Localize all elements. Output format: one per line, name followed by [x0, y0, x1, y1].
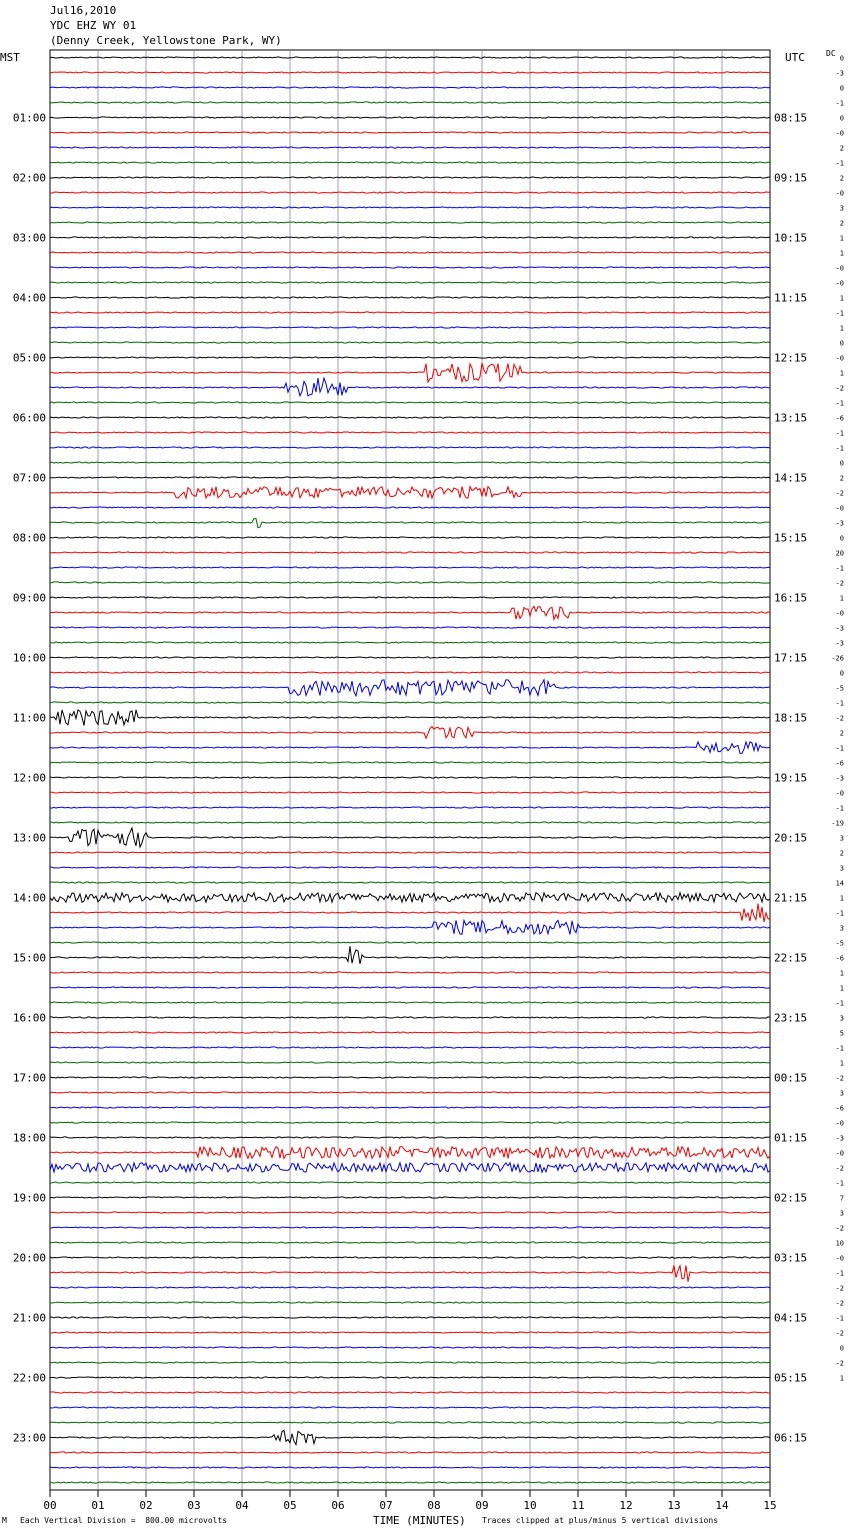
dc-offset-label: 1: [839, 984, 844, 993]
x-tick-label: 02: [139, 1499, 153, 1512]
trace-row: [50, 727, 770, 739]
trace-row: [50, 162, 770, 163]
dc-offset-label: -6: [835, 759, 844, 768]
chart-date: Jul16,2010: [50, 4, 117, 17]
trace-row: [50, 342, 770, 343]
dc-offset-label: 0: [839, 669, 844, 678]
x-tick-label: 09: [475, 1499, 489, 1512]
trace-row: [50, 680, 770, 696]
trace-row: [50, 177, 770, 178]
clip-note: Traces clipped at plus/minus 5 vertical divisions: [482, 1516, 719, 1525]
dc-offset-label: -1: [835, 744, 844, 753]
trace-row: [50, 1032, 770, 1033]
dc-offset-label: -0: [835, 789, 844, 798]
scale-note: Each Vertical Division = 800.00 microvolts: [20, 1516, 228, 1525]
dc-offset-label: -2: [835, 1299, 844, 1308]
dc-offset-label: -19: [831, 819, 844, 828]
left-hour-label: 04:00: [12, 291, 46, 305]
trace-row: [50, 828, 770, 847]
x-tick-label: 00: [43, 1499, 57, 1512]
dc-offset-label: -5: [835, 684, 844, 693]
dc-offset-label: -1: [835, 309, 844, 318]
right-hour-label: 06:15: [774, 1431, 808, 1445]
trace-row: [50, 72, 770, 73]
trace-row: [50, 1362, 770, 1363]
dc-offset-label: -6: [835, 414, 844, 423]
trace-row: [50, 537, 770, 538]
left-hour-label: 16:00: [12, 1011, 46, 1025]
trace-row: [50, 627, 770, 628]
trace-row: [50, 432, 770, 433]
trace-row: [50, 417, 770, 418]
dc-offset-label: -2: [835, 1224, 844, 1233]
trace-row: [50, 487, 770, 499]
dc-offset-label: 10: [835, 1239, 844, 1248]
trace-row: [50, 1482, 770, 1483]
trace-row: [50, 710, 770, 726]
trace-row: [50, 762, 770, 763]
right-hour-label: 18:15: [774, 711, 808, 725]
trace-row: [50, 117, 770, 118]
trace-row: [50, 1452, 770, 1453]
right-hour-label: 21:15: [774, 891, 808, 905]
dc-offset-label: 1: [839, 369, 844, 378]
dc-offset-label: -0: [835, 279, 844, 288]
dc-offset-label: 3: [839, 924, 844, 933]
dc-offset-label: -2: [835, 579, 844, 588]
dc-offset-label: 1: [839, 324, 844, 333]
trace-row: [50, 267, 770, 268]
dc-offset-label: 14: [835, 879, 844, 888]
trace-row: [50, 597, 770, 598]
trace-row: [50, 672, 770, 673]
dc-offset-label: 5: [839, 1029, 844, 1038]
trace-row: [50, 1077, 770, 1078]
x-tick-label: 14: [715, 1499, 729, 1512]
dc-offset-label: -1: [835, 159, 844, 168]
dc-offset-label: 2: [839, 729, 844, 738]
dc-offset-label: 1: [839, 294, 844, 303]
trace-row: [50, 582, 770, 583]
trace-row: [50, 657, 770, 658]
dc-offset-label: -1: [835, 804, 844, 813]
dc-offset-label: 3: [839, 204, 844, 213]
dc-offset-label: -0: [835, 129, 844, 138]
dc-offset-label: 1: [839, 894, 844, 903]
trace-row: [50, 1182, 770, 1183]
dc-offset-label: -0: [835, 609, 844, 618]
trace-row: [50, 1002, 770, 1003]
dc-offset-label: 0: [839, 1344, 844, 1353]
dc-offset-label: 0: [839, 459, 844, 468]
trace-row: [50, 946, 770, 964]
dc-offset-label: -1: [835, 999, 844, 1008]
trace-row: [50, 252, 770, 253]
trace-row: [50, 1092, 770, 1093]
left-hour-label: 07:00: [12, 471, 46, 485]
x-tick-label: 05: [283, 1499, 297, 1512]
dc-offset-label: -3: [835, 624, 844, 633]
trace-row: [50, 477, 770, 478]
left-hour-label: 23:00: [12, 1431, 46, 1445]
x-tick-label: 11: [571, 1499, 585, 1512]
trace-row: [50, 87, 770, 88]
dc-offset-label: 2: [839, 474, 844, 483]
dc-offset-label: 2: [839, 849, 844, 858]
trace-row: [50, 1302, 770, 1303]
right-hour-label: 09:15: [774, 171, 808, 185]
dc-offset-label: 1: [839, 234, 844, 243]
dc-offset-label: 3: [839, 834, 844, 843]
trace-row: [50, 1287, 770, 1288]
dc-offset-label: -2: [835, 1284, 844, 1293]
dc-offset-label: 3: [839, 1089, 844, 1098]
left-hour-label: 17:00: [12, 1071, 46, 1085]
trace-row: [50, 282, 770, 283]
trace-row: [50, 702, 770, 703]
dc-offset-label: -0: [835, 1254, 844, 1263]
trace-row: [50, 57, 770, 58]
x-axis-label: TIME (MINUTES): [373, 1514, 466, 1527]
trace-row: [50, 1347, 770, 1348]
left-hour-label: 12:00: [12, 771, 46, 785]
right-hour-label: 17:15: [774, 651, 808, 665]
left-hour-label: 10:00: [12, 651, 46, 665]
trace-row: [50, 378, 770, 396]
right-hour-label: 08:15: [774, 111, 808, 125]
trace-row: [50, 327, 770, 328]
dc-offset-label: 0: [839, 54, 844, 63]
trace-row: [50, 742, 770, 754]
trace-row: [50, 1197, 770, 1198]
left-hour-label: 05:00: [12, 351, 46, 365]
dc-offset-label: -0: [835, 189, 844, 198]
dc-offset-label: 1: [839, 1059, 844, 1068]
station-location: (Denny Creek, Yellowstone Park, WY): [50, 34, 282, 47]
trace-row: [50, 1212, 770, 1213]
right-hour-label: 00:15: [774, 1071, 808, 1085]
trace-row: [50, 777, 770, 778]
trace-row: [50, 1317, 770, 1318]
dc-offset-label: 7: [839, 1194, 844, 1203]
right-hour-label: 13:15: [774, 411, 808, 425]
left-hour-label: 02:00: [12, 171, 46, 185]
right-hour-label: 19:15: [774, 771, 808, 785]
trace-row: [50, 1107, 770, 1108]
left-hour-label: 18:00: [12, 1131, 46, 1145]
dc-offset-label: -3: [835, 774, 844, 783]
dc-offset-label: 1: [839, 594, 844, 603]
dc-offset-label: -3: [835, 1134, 844, 1143]
dc-offset-label: 1: [839, 1374, 844, 1383]
trace-row: [50, 1407, 770, 1408]
trace-row: [50, 402, 770, 403]
dc-offset-label: -1: [835, 909, 844, 918]
dc-offset-label: -26: [831, 654, 844, 663]
right-hour-label: 03:15: [774, 1251, 808, 1265]
dc-offset-label: -1: [835, 564, 844, 573]
trace-row: [50, 1332, 770, 1333]
dc-offset-label: -1: [835, 99, 844, 108]
trace-row: [50, 447, 770, 448]
dc-offset-label: 3: [839, 864, 844, 873]
trace-row: [50, 987, 770, 988]
right-hour-label: 15:15: [774, 531, 808, 545]
trace-row: [50, 237, 770, 238]
trace-row: [50, 867, 770, 868]
dc-column-title: DC: [826, 49, 836, 58]
trace-row: [50, 567, 770, 568]
x-tick-label: 08: [427, 1499, 441, 1512]
dc-offset-label: 1: [839, 969, 844, 978]
x-tick-label: 03: [187, 1499, 201, 1512]
plot-frame: [50, 50, 770, 1490]
trace-row: [50, 552, 770, 553]
trace-row: [50, 147, 770, 148]
dc-offset-label: 2: [839, 219, 844, 228]
trace-row: [50, 1122, 770, 1123]
right-hour-label: 20:15: [774, 831, 808, 845]
trace-row: [50, 920, 770, 934]
dc-offset-label: -0: [835, 1149, 844, 1158]
trace-row: [50, 807, 770, 808]
x-tick-label: 06: [331, 1499, 345, 1512]
dc-offset-label: -3: [835, 639, 844, 648]
dc-offset-label: -1: [835, 429, 844, 438]
trace-row: [50, 1242, 770, 1243]
trace-row: [50, 904, 770, 922]
dc-offset-label: -1: [835, 399, 844, 408]
dc-offset-label: 3: [839, 1209, 844, 1218]
right-hour-label: 16:15: [774, 591, 808, 605]
left-hour-label: 06:00: [12, 411, 46, 425]
x-tick-label: 12: [619, 1499, 633, 1512]
dc-offset-label: -2: [835, 1074, 844, 1083]
dc-offset-label: -2: [835, 1329, 844, 1338]
trace-row: [50, 972, 770, 973]
trace-row: [50, 822, 770, 823]
x-tick-label: 10: [523, 1499, 537, 1512]
right-hour-label: 05:15: [774, 1371, 808, 1385]
trace-row: [50, 893, 770, 903]
trace-row: [50, 519, 770, 528]
right-hour-label: 12:15: [774, 351, 808, 365]
dc-offset-label: -3: [835, 519, 844, 528]
dc-offset-label: 0: [839, 84, 844, 93]
dc-offset-label: -1: [835, 1269, 844, 1278]
dc-offset-label: -2: [835, 489, 844, 498]
dc-offset-label: -1: [835, 444, 844, 453]
right-hour-label: 10:15: [774, 231, 808, 245]
trace-row: [50, 1147, 770, 1159]
dc-offset-label: 2: [839, 174, 844, 183]
dc-offset-label: -0: [835, 1119, 844, 1128]
trace-row: [50, 363, 770, 382]
dc-offset-label: -3: [835, 69, 844, 78]
x-tick-label: 04: [235, 1499, 249, 1512]
dc-offset-label: 1: [839, 249, 844, 258]
left-hour-label: 15:00: [12, 951, 46, 965]
dc-offset-label: -1: [835, 1314, 844, 1323]
trace-row: [50, 642, 770, 643]
x-tick-label: 15: [763, 1499, 777, 1512]
x-tick-label: 13: [667, 1499, 681, 1512]
dc-offset-label: -2: [835, 384, 844, 393]
left-hour-label: 08:00: [12, 531, 46, 545]
trace-row: [50, 222, 770, 223]
x-tick-label: 07: [379, 1499, 393, 1512]
dc-offset-label: -1: [835, 699, 844, 708]
trace-row: [50, 1017, 770, 1018]
dc-offset-label: 2: [839, 144, 844, 153]
dc-offset-label: -6: [835, 1104, 844, 1113]
trace-row: [50, 1047, 770, 1048]
trace-row: [50, 942, 770, 943]
trace-row: [50, 297, 770, 298]
left-hour-label: 11:00: [12, 711, 46, 725]
left-hour-label: 21:00: [12, 1311, 46, 1325]
left-hour-label: 19:00: [12, 1191, 46, 1205]
trace-row: [50, 312, 770, 313]
right-hour-label: 01:15: [774, 1131, 808, 1145]
trace-row: [50, 1257, 770, 1258]
trace-row: [50, 1467, 770, 1468]
trace-row: [50, 606, 770, 619]
left-hour-label: 20:00: [12, 1251, 46, 1265]
trace-row: [50, 132, 770, 133]
station-code: YDC EHZ WY 01: [50, 19, 137, 32]
right-hour-label: 14:15: [774, 471, 808, 485]
right-hour-label: 11:15: [774, 291, 808, 305]
trace-row: [50, 102, 770, 103]
dc-offset-label: 3: [839, 1014, 844, 1023]
dc-offset-label: 0: [839, 114, 844, 123]
dc-offset-label: -6: [835, 954, 844, 963]
corner-mark: M: [2, 1516, 7, 1525]
trace-row: [50, 882, 770, 883]
dc-offset-label: -0: [835, 504, 844, 513]
dc-offset-label: -1: [835, 1179, 844, 1188]
dc-offset-label: -2: [835, 1164, 844, 1173]
dc-offset-label: 0: [839, 339, 844, 348]
trace-row: [50, 1392, 770, 1393]
trace-row: [50, 852, 770, 853]
dc-offset-label: -5: [835, 939, 844, 948]
dc-offset-label: -2: [835, 1359, 844, 1368]
dc-offset-label: 0: [839, 534, 844, 543]
dc-offset-label: 20: [835, 549, 844, 558]
left-hour-label: 14:00: [12, 891, 46, 905]
left-axis-title: MST: [0, 51, 20, 64]
trace-row: [50, 1227, 770, 1228]
left-hour-label: 09:00: [12, 591, 46, 605]
right-hour-label: 22:15: [774, 951, 808, 965]
trace-row: [50, 207, 770, 208]
trace-row: [50, 792, 770, 793]
left-hour-label: 01:00: [12, 111, 46, 125]
dc-offset-label: -1: [835, 1044, 844, 1053]
trace-row: [50, 357, 770, 358]
left-hour-label: 22:00: [12, 1371, 46, 1385]
trace-row: [50, 1430, 770, 1444]
x-tick-label: 01: [91, 1499, 105, 1512]
trace-row: [50, 1422, 770, 1423]
trace-row: [50, 1163, 770, 1173]
dc-offset-label: -0: [835, 264, 844, 273]
right-hour-label: 04:15: [774, 1311, 808, 1325]
dc-offset-label: -2: [835, 714, 844, 723]
dc-offset-label: -0: [835, 354, 844, 363]
left-hour-label: 03:00: [12, 231, 46, 245]
trace-row: [50, 192, 770, 193]
trace-row: [50, 1377, 770, 1378]
trace-row: [50, 1062, 770, 1063]
trace-row: [50, 462, 770, 463]
trace-row: [50, 507, 770, 508]
right-axis-title: UTC: [785, 51, 805, 64]
right-hour-label: 02:15: [774, 1191, 808, 1205]
trace-row: [50, 1137, 770, 1138]
left-hour-label: 13:00: [12, 831, 46, 845]
trace-row: [50, 1265, 770, 1282]
right-hour-label: 23:15: [774, 1011, 808, 1025]
